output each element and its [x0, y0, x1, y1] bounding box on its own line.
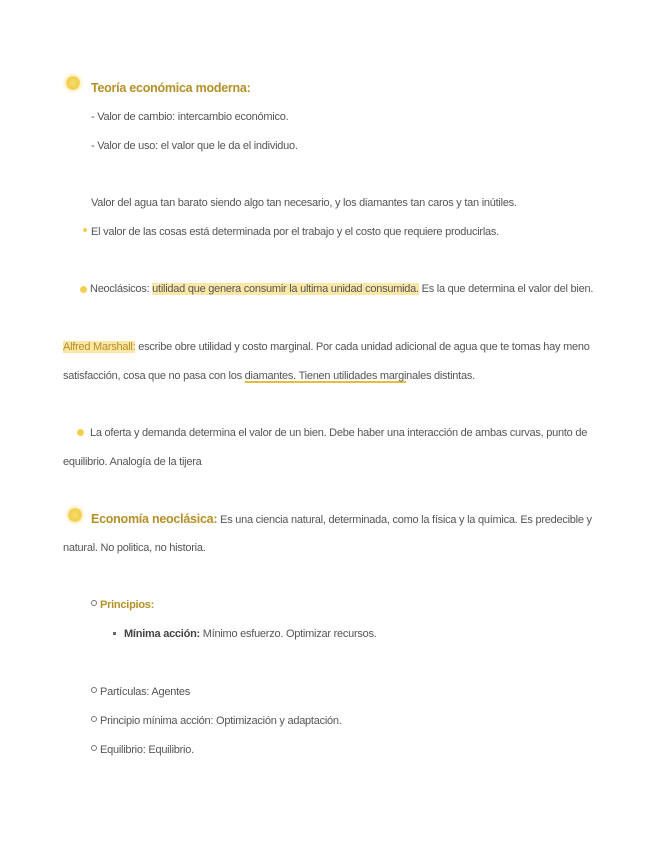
neoclasicos-label: Neoclásicos:	[90, 283, 153, 295]
item-valor-uso: - Valor de uso: el valor que le da el individuo.	[91, 140, 298, 152]
neoclasicos-highlight: utilidad que genera consumir la ultima unidad consumida.	[152, 283, 419, 295]
paragraph-marshall-line2	[63, 369, 475, 383]
paragraph-valor-trabajo: El valor de las cosas está determinada por el trabajo y el costo que requiere producirlas.	[91, 226, 499, 238]
paragraph-oferta-line2: equilibrio. Analogía de la tijera	[63, 456, 202, 468]
list-item: Partículas: Agentes	[91, 685, 190, 699]
item-valor-cambio: - Valor de cambio: intercambio económico.	[91, 111, 289, 123]
economia-text1: Es una ciencia natural, determinada, como la física y la química. Es predecible y	[217, 514, 592, 526]
neoclasicos-rest: Es la que determina el valor del bien.	[418, 283, 594, 295]
bullet-dot-icon	[68, 508, 82, 522]
minima-accion-item	[113, 627, 377, 641]
circle-bullet-icon	[91, 716, 97, 722]
section-heading-teoria: Teoría económica moderna:	[91, 81, 251, 95]
circle-bullet-icon	[91, 600, 97, 606]
circle-bullet-icon	[91, 687, 97, 693]
minima-accion-label: Mínima acción:	[124, 628, 200, 640]
marshall-underlined: diamantes. Tienen utilidades margi	[244, 370, 407, 382]
paragraph-oferta-line1: La oferta y demanda determina el valor de un bien. Debe haber una interacción de ambas curvas, punto de	[90, 427, 588, 439]
list-item: Equilibrio: Equilibrio.	[91, 743, 194, 757]
principios-label: Principios:	[100, 599, 155, 611]
paragraph-economia-neoclasica-line1	[91, 512, 592, 527]
list-item: Principio mínima acción: Optimización y adaptación.	[91, 714, 342, 728]
paragraph-agua-diamantes: Valor del agua tan barato siendo algo tan necesario, y los diamantes tan caros y tan inútiles.	[91, 197, 517, 209]
paragraph-economia-neoclasica-line2: natural. No politica, no historia.	[63, 542, 206, 554]
section-heading-economia: Economía neoclásica:	[91, 512, 218, 526]
marshall-text1: escribe obre utilidad y costo marginal. Por cada unidad adicional de agua que te tomas hay meno	[135, 341, 590, 353]
paragraph-marshall-line1	[63, 340, 590, 354]
square-bullet-icon	[113, 632, 116, 635]
bullet-dot-icon	[83, 228, 87, 232]
bullet-dot-icon	[66, 76, 80, 90]
marshall-line2-pre: satisfacción, cosa que no pasa con los	[63, 370, 245, 382]
marshall-line2-post: nales distintas.	[406, 370, 475, 382]
minima-accion-text: Mínimo esfuerzo. Optimizar recursos.	[199, 628, 377, 640]
marshall-name: Alfred Marshall:	[63, 341, 136, 353]
bullet-dot-icon	[77, 429, 84, 436]
bullet-dot-icon	[80, 286, 87, 293]
paragraph-neoclasicos	[90, 282, 593, 296]
circle-bullet-icon	[91, 745, 97, 751]
principios-item	[91, 598, 154, 612]
